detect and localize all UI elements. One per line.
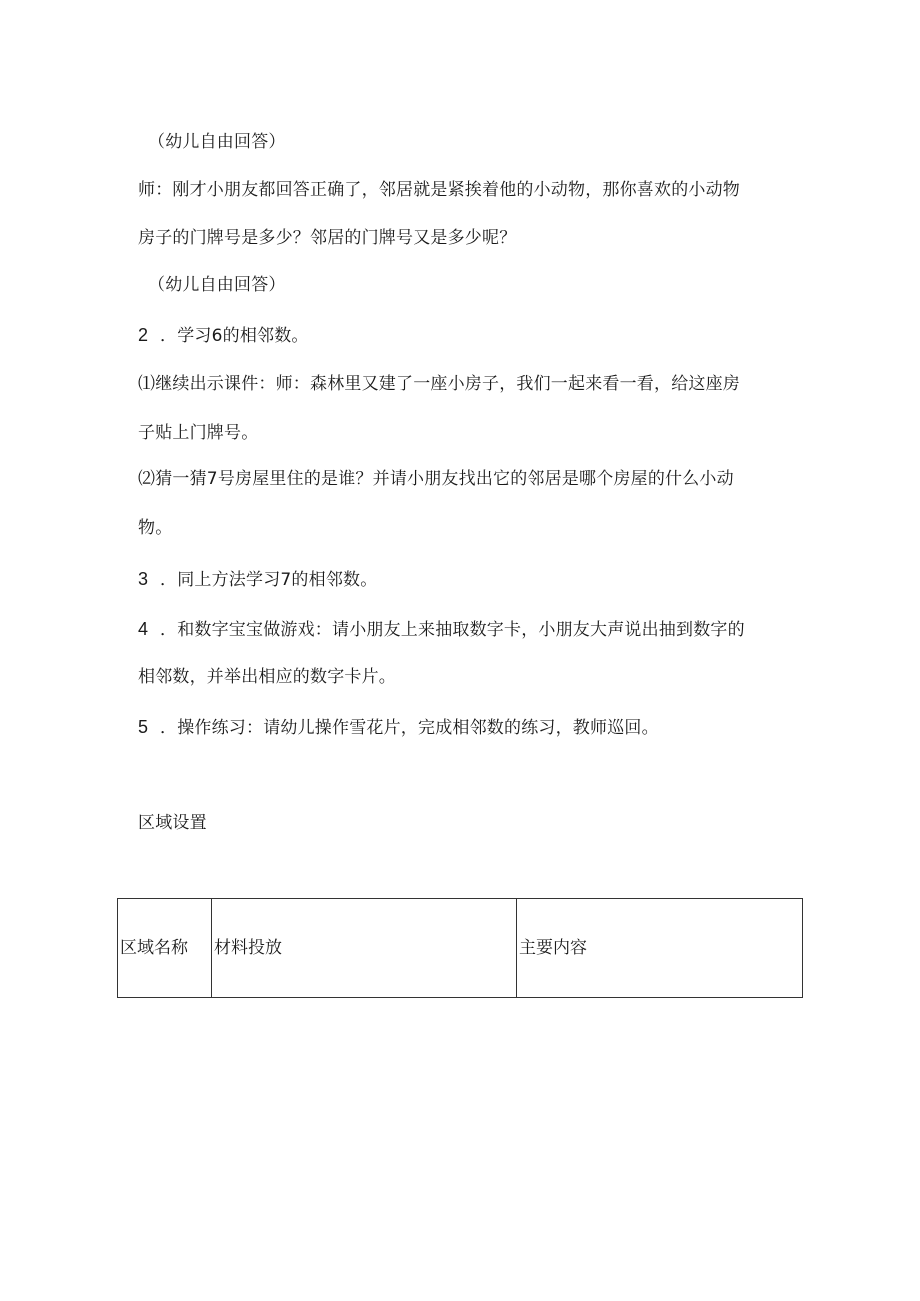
table-row [118,899,803,998]
list-item-2 [138,326,309,345]
section-title: 区域设置 [138,813,207,833]
sub-item-2-line-2: 物。 [138,518,173,538]
list-item-3 [138,570,377,589]
table-cell-main-content: 主要内容 [517,899,803,998]
table-cell-materials: 材料投放 [212,899,517,998]
list-item-text: ．同上方法学习7的相邻数。 [160,570,378,590]
list-item-4-line-2: 相邻数，并举出相应的数字卡片。 [138,667,396,687]
list-item-number: 3 [138,569,149,589]
paragraph-free-answer-2: （幼儿自由回答） [148,275,286,295]
list-item-text: ．学习6的相邻数。 [160,326,309,346]
paragraph-free-answer-1: （幼儿自由回答） [148,132,286,152]
list-item-number: 2 [138,325,149,345]
paragraph-teacher-line-1: 师：刚才小朋友都回答正确了，邻居就是紧挨着他的小动物，那你喜欢的小动物 [138,180,740,200]
paragraph-teacher-line-2: 房子的门牌号是多少？邻居的门牌号又是多少呢？ [138,228,517,248]
list-item-4-line-1 [138,620,745,639]
sub-item-1-line-2: 子贴上门牌号。 [138,423,259,443]
region-table [117,898,803,998]
sub-item-1-line-1: ⑴继续出示课件：师：森林里又建了一座小房子，我们一起来看一看，给这座房 [138,374,740,394]
list-item-5 [138,718,659,737]
list-item-number: 4 [138,619,149,639]
list-item-text: ．和数字宝宝做游戏：请小朋友上来抽取数字卡，小朋友大声说出抽到数字的 [160,620,745,640]
table-cell-region-name: 区域名称 [118,899,212,998]
list-item-number: 5 [138,717,149,737]
list-item-text: ．操作练习：请幼儿操作雪花片，完成相邻数的练习，教师巡回。 [160,718,659,738]
sub-item-2-line-1: ⑵猜一猜7号房屋里住的是谁？并请小朋友找出它的邻居是哪个房屋的什么小动 [138,469,734,489]
